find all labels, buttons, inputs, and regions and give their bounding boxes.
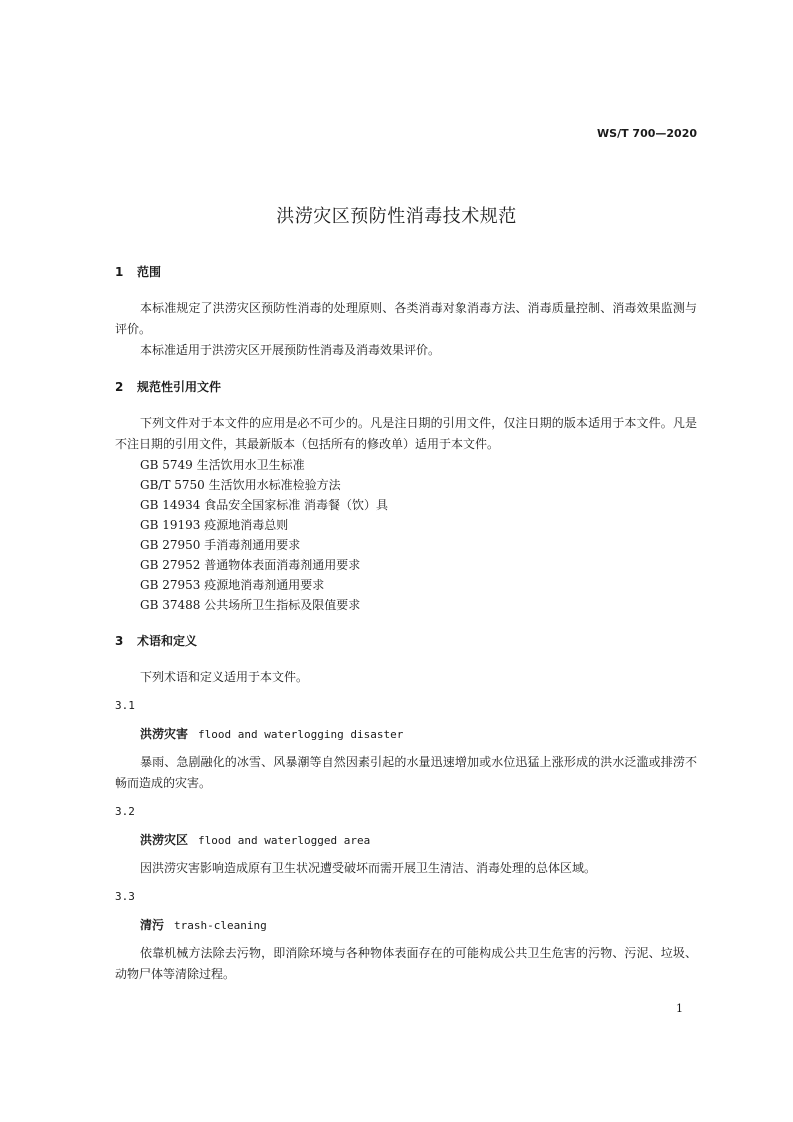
- term-entry: [115, 724, 697, 744]
- document-body: [115, 262, 697, 985]
- term-definition: 暴雨、急剧融化的冰雪、风暴潮等自然因素引起的水量迅速增加或水位迅猛上涨形成的洪水泛滥或排涝不畅而造成的灾害。: [115, 755, 697, 790]
- clause-number: 3.3: [115, 890, 135, 903]
- reference-item: GB 14934 食品安全国家标准 消毒餐（饮）具: [140, 498, 389, 512]
- clause-number: 3.1: [115, 699, 135, 712]
- term-zh: 清污: [140, 918, 165, 932]
- clause-number: 3.2: [115, 805, 135, 818]
- term-definition: 因洪涝灾害影响造成原有卫生状况遭受破坏而需开展卫生清洁、消毒处理的总体区域。: [140, 861, 597, 875]
- paragraph: 下列术语和定义适用于本文件。: [140, 670, 309, 684]
- reference-item: GB 37488 公共场所卫生指标及限值要求: [140, 598, 361, 612]
- reference-item: GB/T 5750 生活饮用水标准检验方法: [140, 478, 341, 492]
- term-en: flood and waterlogged area: [198, 834, 371, 847]
- section-number: 3: [115, 634, 124, 648]
- paragraph: 本标准规定了洪涝灾区预防性消毒的处理原则、各类消毒对象消毒方法、消毒质量控制、消毒效果监测与评价。: [115, 301, 697, 336]
- section-3-heading: [115, 631, 697, 651]
- reference-item: GB 27953 疫源地消毒剂通用要求: [140, 578, 325, 592]
- section-number: 2: [115, 380, 124, 394]
- page-number: 1: [676, 1002, 683, 1015]
- section-title: 术语和定义: [137, 634, 198, 648]
- term-zh: 洪涝灾区: [140, 833, 189, 847]
- page-title: 洪涝灾区预防性消毒技术规范: [276, 206, 517, 227]
- term-entry: [115, 830, 697, 850]
- document-code: WS/T 700—2020: [597, 127, 697, 140]
- reference-item: GB 19193 疫源地消毒总则: [140, 518, 289, 532]
- paragraph: 下列文件对于本文件的应用是必不可少的。凡是注日期的引用文件，仅注日期的版本适用于本文件。凡是不注日期的引用文件，其最新版本（包括所有的修改单）适用于本文件。: [115, 416, 697, 451]
- term-en: flood and waterlogging disaster: [198, 728, 404, 741]
- reference-item: GB 27952 普通物体表面消毒剂通用要求: [140, 558, 361, 572]
- section-title: 规范性引用文件: [137, 380, 222, 394]
- reference-item: GB 5749 生活饮用水卫生标准: [140, 458, 305, 472]
- section-number: 1: [115, 265, 124, 279]
- term-zh: 洪涝灾害: [140, 727, 189, 741]
- term-definition: 依靠机械方法除去污物，即消除环境与各种物体表面存在的可能构成公共卫生危害的污物、污泥、垃圾、动物尸体等清除过程。: [115, 946, 697, 981]
- section-2-heading: [115, 377, 697, 397]
- section-1-heading: [115, 262, 697, 282]
- reference-item: GB 27950 手消毒剂通用要求: [140, 538, 301, 552]
- term-en: trash-cleaning: [174, 919, 267, 932]
- paragraph: 本标准适用于洪涝灾区开展预防性消毒及消毒效果评价。: [140, 343, 441, 357]
- section-title: 范围: [137, 265, 162, 279]
- term-entry: [115, 915, 697, 935]
